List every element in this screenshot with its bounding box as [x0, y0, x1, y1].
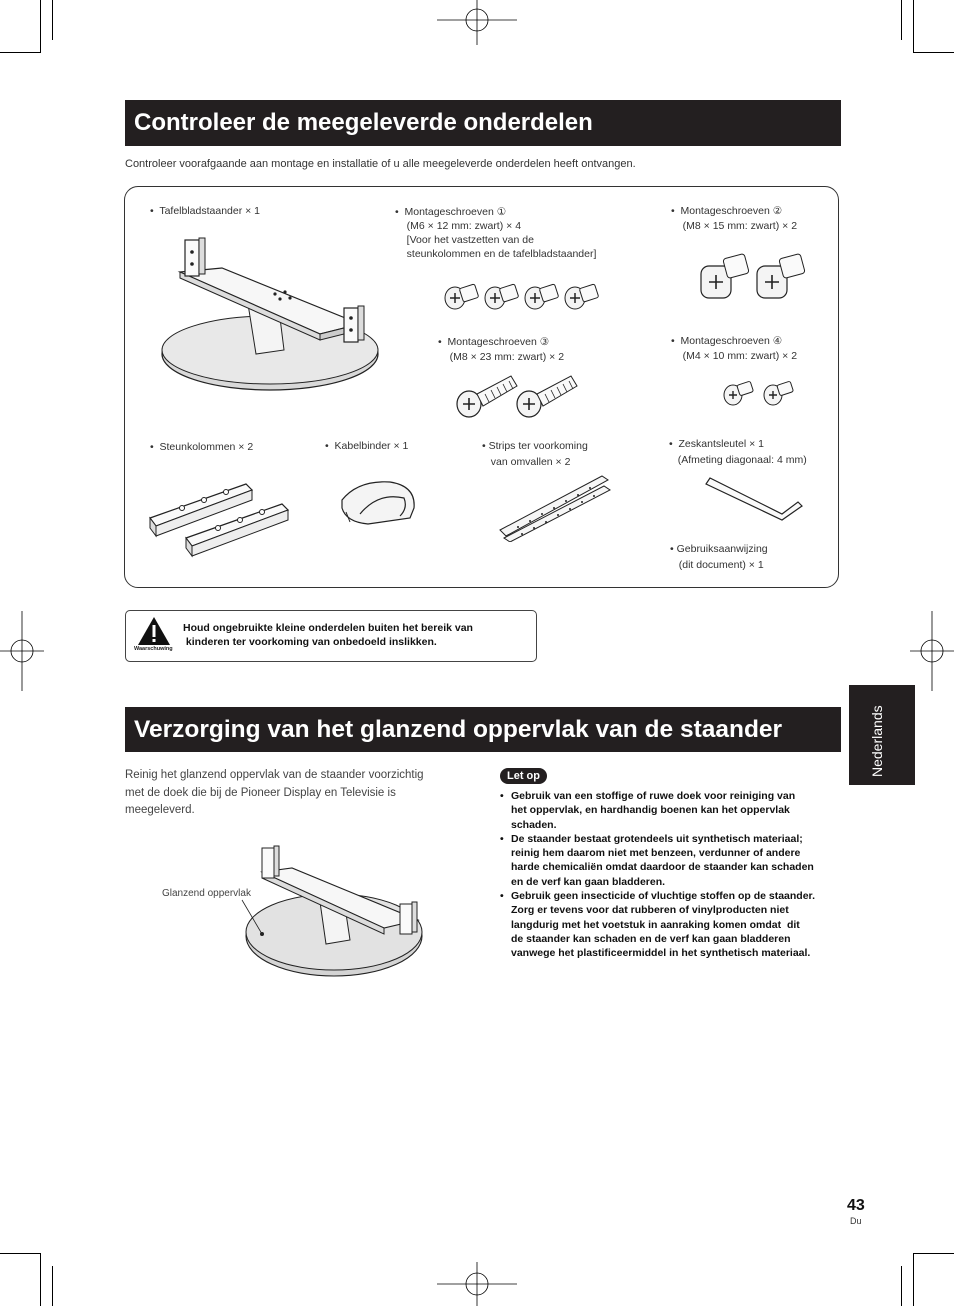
text-line: met de doek die bij de Pioneer Display en Televisie is — [125, 786, 396, 799]
care-note-line: Zorg er tevens voor dat rubberen of vinylproducten niet — [511, 904, 789, 917]
let-op-badge: Let op — [500, 768, 547, 784]
care-note-line: Gebruik geen insecticide of vluchtige stoffen op de staander. — [511, 890, 815, 903]
section-title-parts: Controleer de meegeleverde onderdelen — [125, 100, 841, 146]
text-line: • Montageschroeven ③ — [438, 336, 550, 348]
care-note-line: harde chemicaliën omdat daardoor de staander kan schaden — [511, 861, 814, 874]
screw-m6-icons — [443, 280, 603, 312]
stand-surface-illustration — [240, 844, 430, 982]
part-label-zeskantsleutel — [669, 436, 807, 468]
care-note-line: Gebruik van een stoffige of ruwe doek voor reiniging van — [511, 790, 796, 802]
part-label-tafelbladstaander — [150, 204, 260, 219]
screw-m8-23-icons — [455, 370, 580, 420]
warning-text-line2: kinderen ter voorkoming van onbedoeld inslikken. — [183, 636, 437, 648]
text-line: (M6 × 12 mm: zwart) × 4 — [395, 220, 522, 232]
text-line: van omvallen × 2 — [482, 456, 571, 468]
text-line: • Steunkolommen × 2 — [150, 441, 254, 453]
part-label-montageschroeven-2 — [671, 204, 797, 233]
bullet-icon: • — [500, 890, 504, 903]
warning-icon — [137, 616, 171, 646]
text-line: (M8 × 15 mm: zwart) × 2 — [671, 219, 798, 232]
care-intro — [125, 767, 424, 820]
part-label-gebruiksaanwijzing — [670, 542, 768, 573]
care-note-line: het oppervlak, en hardhandig boenen kan het oppervlak — [511, 804, 790, 817]
registration-mark-right — [910, 611, 954, 691]
text-line: steunkolommen en de tafelbladstaander] — [395, 248, 597, 260]
screw-m4-icons — [722, 375, 797, 409]
text-line: • Strips ter voorkoming — [482, 440, 588, 452]
page-lang-code: Du — [850, 1216, 862, 1226]
care-note-item — [498, 832, 843, 889]
care-note-item — [498, 789, 843, 832]
part-label-montageschroeven-4 — [671, 334, 797, 363]
part-label-montageschroeven-1 — [395, 205, 596, 261]
support-columns-illustration — [146, 478, 296, 560]
care-notes-list — [498, 789, 843, 961]
text-line: (dit document) × 1 — [670, 558, 764, 571]
text-line: [Voor het vastzetten van de — [395, 234, 534, 246]
text-line: • Gebruiksaanwijzing — [670, 543, 768, 555]
strips-illustration — [494, 468, 614, 542]
care-note-line: langdurig met het voetstuk in aanraking komen omdat dit — [511, 918, 800, 931]
part-label-strips — [482, 438, 588, 470]
text-line: • Montageschroeven ② — [671, 205, 783, 217]
warning-text-line1: Houd ongebruikte kleine onderdelen buiten het bereik van — [183, 622, 473, 634]
text-line: (Afmeting diagonaal: 4 mm) — [669, 454, 807, 466]
care-note-line: vanwege het plastificeermiddel in het synthetisch materiaal. — [511, 947, 811, 960]
cable-binder-illustration — [338, 478, 420, 528]
bullet-icon: • — [500, 832, 504, 845]
screw-m8-15-icons — [697, 252, 809, 302]
text-line: • Zeskantsleutel × 1 — [669, 438, 765, 450]
language-side-tab — [849, 685, 915, 785]
care-note-line: schaden. — [511, 818, 557, 831]
registration-mark-left — [0, 611, 44, 691]
figure-label-glanzend: Glanzend oppervlak — [162, 888, 251, 899]
care-note-line: De staander bestaat grotendeels uit synthetisch materiaal; — [511, 832, 803, 845]
text-line: Reinig het glanzend oppervlak van de staander voorzichtig — [125, 769, 424, 781]
bullet-icon: • — [500, 790, 504, 802]
text-line: • Montageschroeven ① — [395, 206, 507, 218]
text-line: (M8 × 23 mm: zwart) × 2 — [438, 350, 565, 363]
page-number: 43 — [847, 1197, 865, 1214]
parts-intro: Controleer voorafgaande aan montage en installatie of u alle meegeleverde onderdelen heeft ontvangen. — [125, 158, 636, 170]
registration-mark-bottom — [437, 1262, 517, 1306]
text-line: meegeleverd. — [125, 804, 195, 816]
part-label-kabelbinder — [325, 439, 408, 454]
part-label-steunkolommen — [150, 440, 253, 455]
text-line: • Tafelbladstaander × 1 — [150, 205, 261, 217]
text-line: • Kabelbinder × 1 — [325, 440, 409, 452]
text-line: (M4 × 10 mm: zwart) × 2 — [671, 349, 798, 362]
stand-illustration — [160, 232, 382, 394]
care-note-item — [498, 889, 843, 960]
language-side-tab-label: Nederlands — [869, 705, 885, 777]
care-note-line: de staander kan schaden en de verf kan gaan bladderen — [511, 932, 791, 945]
registration-mark-top — [437, 0, 517, 45]
hex-key-illustration — [702, 474, 808, 530]
warning-label: Waarschuwing — [134, 646, 173, 652]
section-title-care: Verzorging van het glanzend oppervlak van de staander — [125, 707, 841, 752]
care-note-line: en de verf kan gaan bladderen. — [511, 875, 666, 888]
part-label-montageschroeven-3 — [438, 335, 564, 364]
care-note-line: reinig hem daarom niet met benzeen, verdunner of andere — [511, 847, 801, 860]
text-line: • Montageschroeven ④ — [671, 335, 783, 347]
